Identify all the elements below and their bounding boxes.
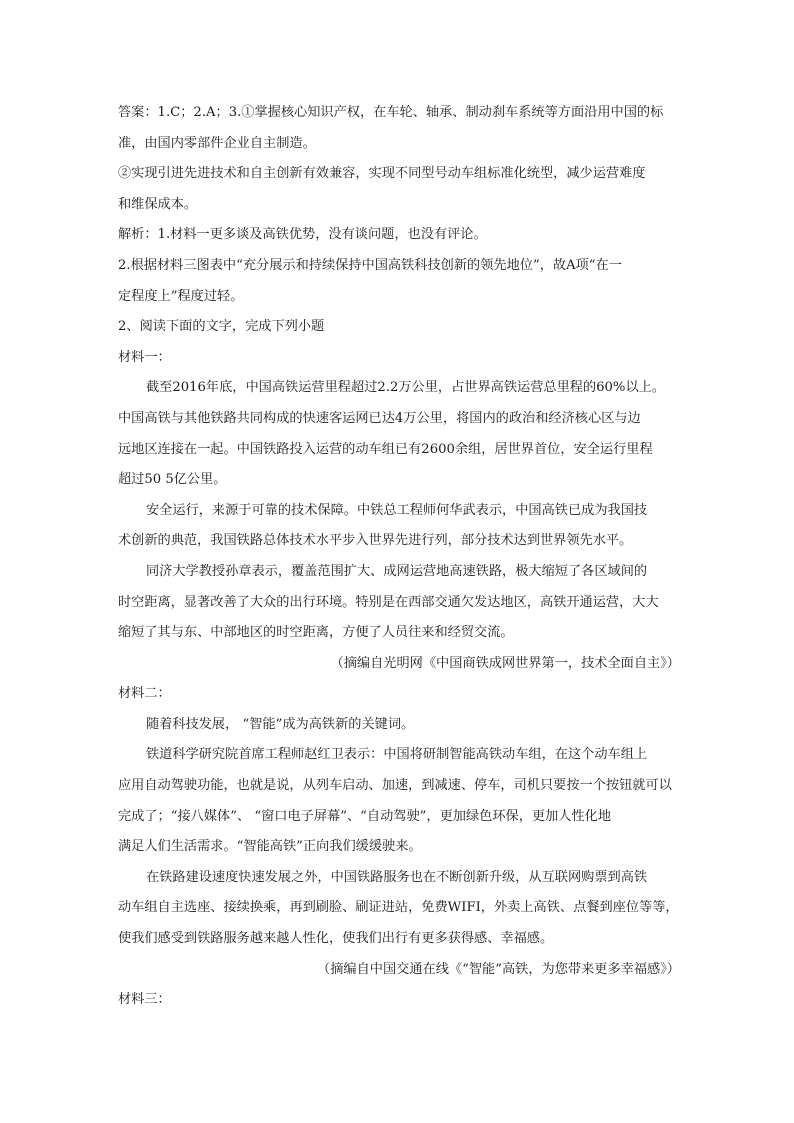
- answer-line-2: 准，由国内零部件企业自主制造。: [118, 135, 316, 151]
- material-1-para-3-line-1: 同济大学教授孙章表示，覆盖范围扩大、成网运营地高速铁路，极大缩短了各区域间的: [146, 563, 648, 579]
- material-1-para-2-line-2: 术创新的典范，我国铁路总体技术水平步入世界先进行列，部分技术达到世界领先水平。: [118, 533, 633, 549]
- analysis-line-3: 定程度上”程度过轻。: [118, 288, 244, 304]
- material-2-heading: 材料二：: [118, 686, 171, 702]
- material-1-source: （摘编自光明网《中国商铁成网世界第一，技术全面自主》）: [330, 655, 680, 671]
- material-2-source: （摘编自中国交通在线《“智能”高铁，为您带来更多幸福感》）: [317, 961, 680, 977]
- analysis-line-2: 2.根据材料三图表中“充分展示和持续保持中国高铁科技创新的领先地位”，故A项“在一: [118, 257, 622, 273]
- document-body: [118, 98, 680, 1016]
- material-1-para-1-line-3: 远地区连接在一起。中国铁路投入运营的动车组已有2600余组，居世界首位，安全运行里程: [118, 441, 653, 457]
- analysis-line-1: 解析：1.材料一更多谈及高铁优势，没有谈问题，也没有评论。: [118, 227, 487, 243]
- material-2-para-2-line-1: 铁道科学研究院首席工程师赵红卫表示：中国将研制智能高铁动车组，在这个动车组上: [146, 747, 648, 763]
- material-2-para-1: 随着科技发展， “智能”成为高铁新的关键词。: [146, 716, 415, 732]
- material-3-heading: 材料三：: [118, 992, 171, 1008]
- material-1-para-1-line-4: 超过50 5亿公里。: [118, 472, 227, 488]
- material-2-para-2-line-3: 完成了；“接八媒体”、 “窗口电子屏幕”、“自动驾驶”，更加绿色环保，更加人性化地: [118, 808, 612, 824]
- answer-line-3: ②实现引进先进技术和自主创新有效兼容，实现不同型号动车组标准化统型，减少运营难度: [118, 166, 646, 182]
- material-2-para-3-line-2: 动车组自主选座、接续换乘，再到刷脸、刷证进站，免费WIFI，外卖上高铁、点餐到座位等等，: [118, 900, 679, 916]
- material-1-para-2-line-1: 安全运行，来源于可靠的技术保障。中铁总工程师何华武表示，中国高铁已成为我国技: [146, 502, 648, 518]
- material-1-para-1-line-2: 中国高铁与其他铁路共同构成的快速客运网已达4万公里，将国内的政治和经济核心区与边: [118, 410, 641, 426]
- question-heading: 2、阅读下面的文字，完成下列小题: [118, 319, 325, 335]
- material-1-para-3-line-3: 缩短了其与东、中部地区的时空距离，方便了人员往来和经贸交流。: [118, 625, 514, 641]
- material-1-para-3-line-2: 时空距离，显著改善了大众的出行环境。特别是在西部交通欠发达地区，高铁开通运营，大大: [118, 594, 659, 610]
- material-1-para-1-line-1: 截至2016年底，中国高铁运营里程超过2.2万公里，占世界高铁运营总里程的60%以上。: [146, 380, 666, 396]
- material-2-para-3-line-1: 在铁路建设速度快速发展之外，中国铁路服务也在不断创新升级，从互联网购票到高铁: [146, 869, 648, 885]
- material-2-para-2-line-2: 应用自动驾驶功能，也就是说，从列车启动、加速，到减速、停车，司机只要按一个按钮就可以: [118, 778, 672, 794]
- material-1-heading: 材料一：: [118, 349, 171, 365]
- material-2-para-2-line-4: 满足人们生活需求。“智能高铁”正向我们缓缓驶来。: [118, 839, 422, 855]
- answer-line-4: 和维保成本。: [118, 196, 198, 212]
- answer-line-1: 答案：1.C；2.A；3.①掌握核心知识产权，在车轮、轴承、制动刹车系统等方面沿用中国的标: [118, 105, 664, 120]
- material-2-para-3-line-3: 使我们感受到铁路服务越来越人性化，使我们出行有更多获得感、幸福感。: [118, 931, 554, 947]
